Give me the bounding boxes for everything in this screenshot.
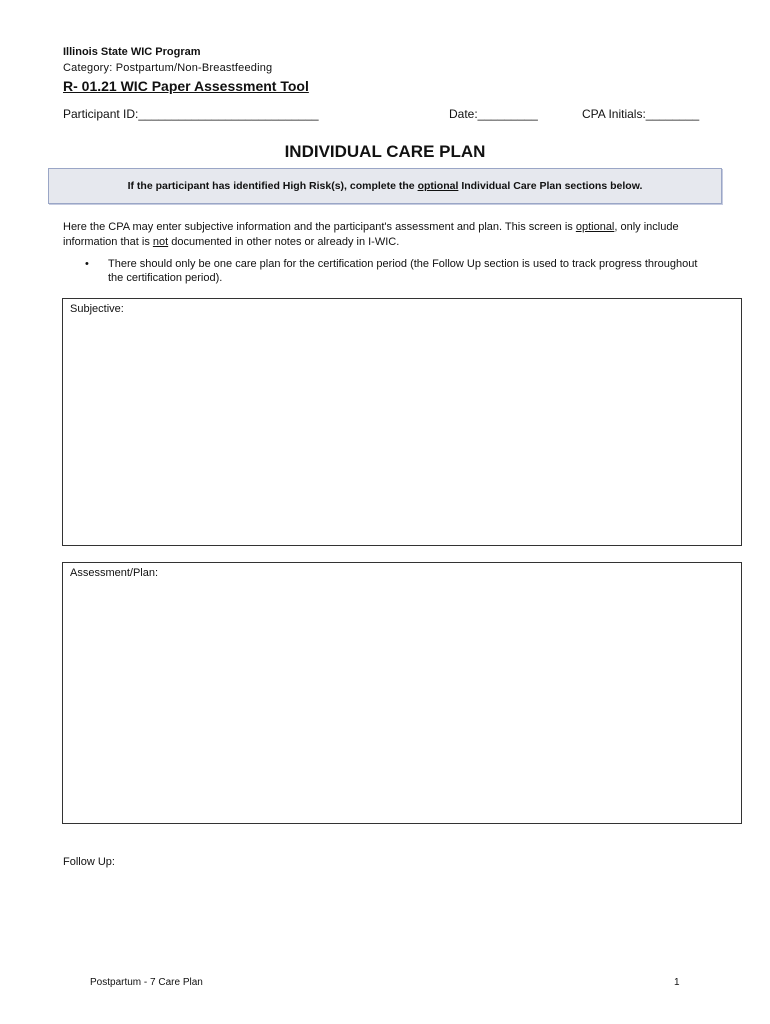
bullet-text: There should only be one care plan for the certification period (the Follow Up section is used to track progress throughout the certification period). bbox=[108, 258, 698, 284]
document-title: R- 01.21 WIC Paper Assessment Tool bbox=[63, 78, 309, 94]
program-name: Illinois State WIC Program bbox=[63, 46, 201, 58]
notice-text-before: If the participant has identified High Risk(s), complete the bbox=[127, 180, 415, 192]
page-number: 1 bbox=[674, 977, 680, 988]
category-line: Category: Postpartum/Non-Breastfeeding bbox=[63, 62, 273, 74]
subjective-box[interactable] bbox=[62, 298, 742, 546]
care-plan-title: INDIVIDUAL CARE PLAN bbox=[284, 142, 486, 161]
date-field[interactable]: Date:_________ bbox=[449, 107, 538, 121]
assessment-plan-box[interactable] bbox=[62, 562, 742, 824]
intro-optional-word: optional bbox=[575, 221, 615, 233]
notice-optional-word: optional bbox=[417, 180, 459, 192]
footer-label: Postpartum - 7 Care Plan bbox=[90, 977, 203, 988]
bullet-icon: • bbox=[85, 258, 89, 270]
intro-part2: , only include information that is bbox=[63, 221, 679, 248]
high-risk-notice bbox=[48, 168, 722, 204]
follow-up-label: Follow Up: bbox=[63, 856, 115, 868]
header-fields bbox=[63, 107, 723, 125]
participant-id-field[interactable]: Participant ID:___________________________ bbox=[63, 107, 319, 121]
notice-text-after: Individual Care Plan sections below. bbox=[461, 180, 643, 192]
assessment-plan-label: Assessment/Plan: bbox=[70, 567, 159, 579]
intro-part1: Here the CPA may enter subjective information and the participant's assessment and plan. This screen is bbox=[63, 221, 576, 233]
subjective-label: Subjective: bbox=[70, 303, 124, 315]
intro-not-word: not bbox=[152, 236, 169, 248]
cpa-initials-field[interactable]: CPA Initials:________ bbox=[582, 107, 700, 121]
intro-paragraph bbox=[63, 220, 723, 250]
intro-part3: documented in other notes or already in I-WIC. bbox=[168, 236, 400, 248]
